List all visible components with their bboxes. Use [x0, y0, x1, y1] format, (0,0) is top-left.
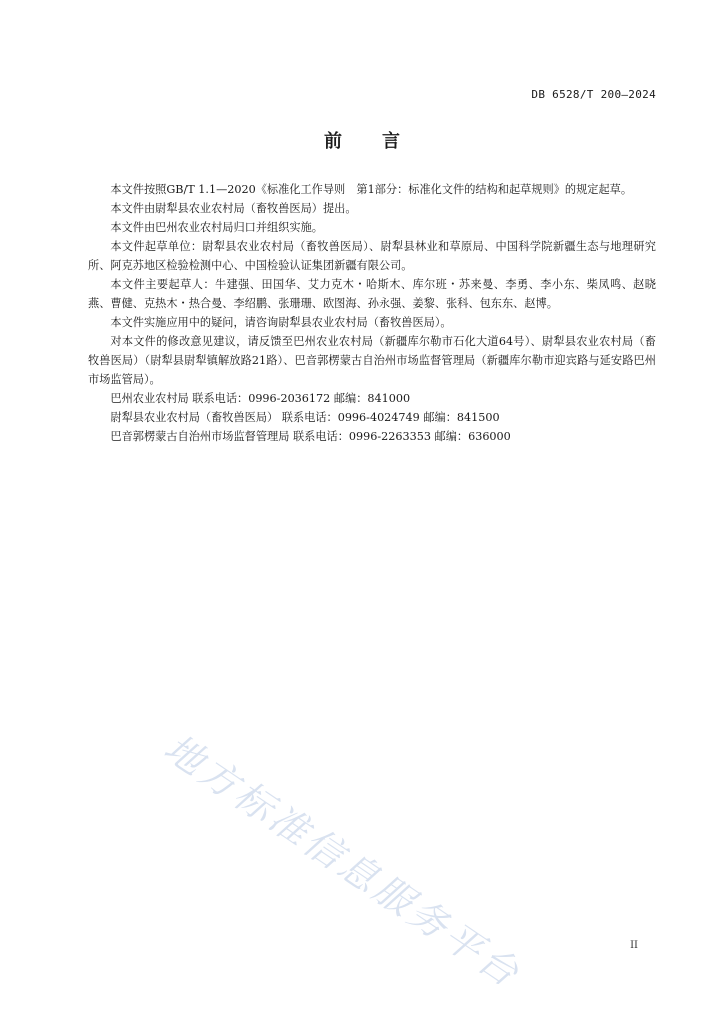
- page-title: 前言: [324, 131, 440, 152]
- paragraph-inquiries: 本文件实施应用中的疑问，请咨询尉犁县农业农村局（畜牧兽医局）。: [110, 316, 452, 329]
- page-number: II: [630, 940, 638, 951]
- contact-line: 尉犁县农业农村局（畜牧兽医局） 联系电话：0996-4024749 邮编：841500: [110, 411, 500, 424]
- document-body: [88, 180, 656, 446]
- paragraph-proposer: 本文件由尉犁县农业农村局（畜牧兽医局）提出。: [110, 202, 357, 215]
- contact-line: 巴音郭楞蒙古自治州市场监督管理局 联系电话：0996-2263353 邮编：636000: [110, 430, 511, 443]
- paragraph-drafters: 本文件主要起草人：牛建强、田国华、艾力克木・哈斯木、库尔班・苏来曼、李勇、李小东、柴凤鸣、赵晓燕、曹健、克热木・热合曼、李绍鹏、张珊珊、欧图海、孙永强、姜黎、张科、包东东、赵博。: [88, 278, 656, 310]
- paragraph-drafting-basis: 本文件按照GB/T 1.1—2020《标准化工作导则 第1部分：标准化文件的结构和起草规则》的规定起草。: [110, 183, 633, 196]
- paragraph-administrator: 本文件由巴州农业农村局归口并组织实施。: [110, 221, 323, 234]
- paragraph-feedback: 对本文件的修改意见建议，请反馈至巴州农业农村局（新疆库尔勒市石化大道64号）、尉犁县农业农村局（畜牧兽医局）（尉犁县尉犁镇解放路21路）、巴音郭楞蒙古自治州市场监督管理局（新疆库尔勒市迎宾路与延安路巴州市场监管局）。: [88, 335, 656, 386]
- contact-line: 巴州农业农村局 联系电话：0996-2036172 邮编：841000: [110, 392, 411, 405]
- paragraph-drafting-units: 本文件起草单位：尉犁县农业农村局（畜牧兽医局）、尉犁县林业和草原局、中国科学院新疆生态与地理研究所、阿克苏地区检验检测中心、中国检验认证集团新疆有限公司。: [88, 240, 656, 272]
- watermark: 地方标准信息服务平台: [156, 725, 530, 997]
- document-id: DB 6528/T 200—2024: [531, 88, 656, 101]
